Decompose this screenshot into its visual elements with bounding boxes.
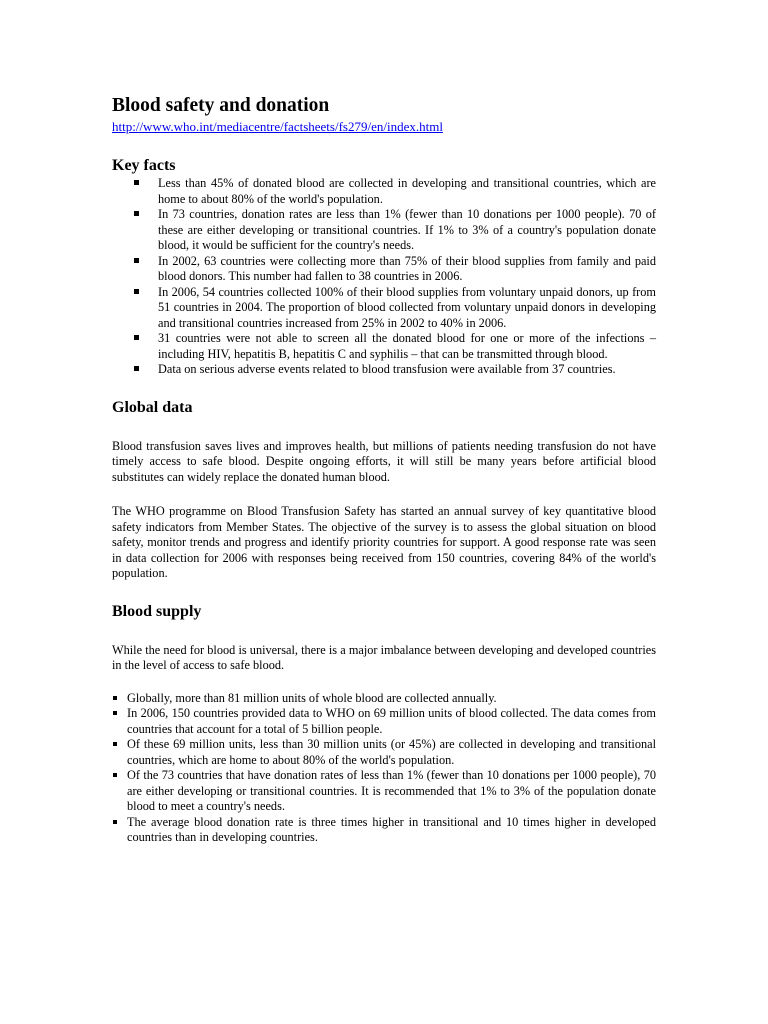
blood-supply-intro: While the need for blood is universal, there is a major imbalance between developing and developed countries in the level of access to safe blood. xyxy=(112,642,656,672)
square-bullet-icon xyxy=(113,773,117,777)
square-bullet-icon xyxy=(113,696,117,700)
key-facts-heading: Key facts xyxy=(112,157,176,174)
key-fact-item: In 2006, 54 countries collected 100% of their blood supplies from voluntary unpaid donors, up from 51 countries in 2004. The proportion of blood collected from voluntary unpaid donors in developing and transitional countries increased from 25% in 2002 to 40% in 2006. xyxy=(112,285,656,332)
blood-supply-heading: Blood supply xyxy=(112,602,202,620)
square-bullet-icon xyxy=(113,711,117,715)
square-bullet-icon xyxy=(134,289,139,294)
source-link[interactable]: http://www.who.int/mediacentre/factsheets/fs279/en/index.html xyxy=(112,119,443,134)
blood-supply-item: Globally, more than 81 million units of whole blood are collected annually. xyxy=(112,691,656,707)
blood-supply-item: The average blood donation rate is three times higher in transitional and 10 times higher in developed countries than in developing countries. xyxy=(112,815,656,846)
square-bullet-icon xyxy=(113,742,117,746)
key-fact-item: In 2002, 63 countries were collecting more than 75% of their blood supplies from family and paid blood donors. This number had fallen to 38 countries in 2006. xyxy=(112,254,656,285)
square-bullet-icon xyxy=(113,820,117,824)
square-bullet-icon xyxy=(134,258,139,263)
key-fact-item: Less than 45% of donated blood are collected in developing and transitional countries, which are home to about 80% of the world's population. xyxy=(112,176,656,207)
blood-supply-item: In 2006, 150 countries provided data to WHO on 69 million units of blood collected. The data comes from countries that account for a total of 5 billion people. xyxy=(112,706,656,737)
square-bullet-icon xyxy=(134,335,139,340)
square-bullet-icon xyxy=(134,366,139,371)
key-fact-item: In 73 countries, donation rates are less than 1% (fewer than 10 donations per 1000 people). 70 of these are either developing or transitional countries. If 1% to 3% of a country's population donate blood, it would be sufficient for the country's needs. xyxy=(112,207,656,254)
square-bullet-icon xyxy=(134,180,139,185)
square-bullet-icon xyxy=(134,211,139,216)
global-data-paragraph: Blood transfusion saves lives and improves health, but millions of patients needing transfusion do not have timely access to safe blood. Despite ongoing efforts, it will still be many years before artificial blood substitutes can widely replace the donated human blood. xyxy=(112,438,656,484)
blood-supply-list xyxy=(112,691,656,846)
blood-supply-item: Of these 69 million units, less than 30 million units (or 45%) are collected in developing and transitional countries, which are home to about 80% of the world's population. xyxy=(112,737,656,768)
key-fact-item: Data on serious adverse events related to blood transfusion were available from 37 countries. xyxy=(112,362,656,378)
global-data-heading: Global data xyxy=(112,398,193,416)
key-facts-list xyxy=(112,176,656,378)
global-data-paragraph: The WHO programme on Blood Transfusion Safety has started an annual survey of key quantitative blood safety indicators from Member States. The objective of the survey is to assess the global situation on blood safety, monitor trends and progress and identify priority countries for support. A good response rate was seen in data collection for 2006 with responses being received from 150 countries, covering 84% of the world's population. xyxy=(112,504,656,580)
document-page xyxy=(112,94,656,846)
page-title: Blood safety and donation xyxy=(112,95,330,116)
blood-supply-item: Of the 73 countries that have donation rates of less than 1% (fewer than 10 donations per 1000 people), 70 are either developing or transitional countries. It is recommended that 1% to 3% of the population donate blood to meet a country's needs. xyxy=(112,768,656,815)
key-fact-item: 31 countries were not able to screen all the donated blood for one or more of the infections – including HIV, hepatitis B, hepatitis C and syphilis – that can be transmitted through blood. xyxy=(112,331,656,362)
